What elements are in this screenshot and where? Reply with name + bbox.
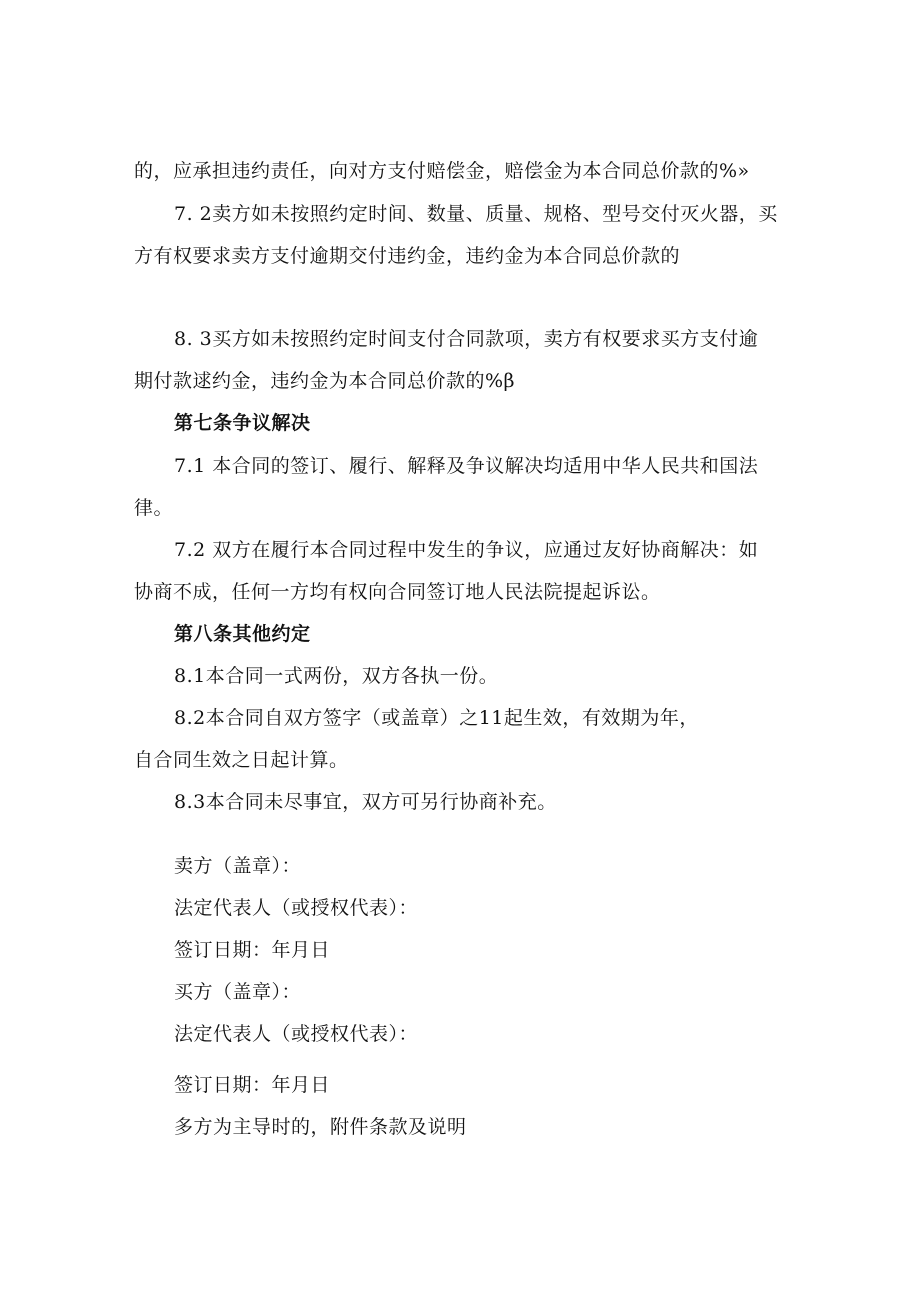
clause-8-2-line-1: 8.2本合同自双方签字（或盖章）之11起生效，有效期为年， <box>174 707 699 729</box>
seller-signing-date-label: 签订日期：年月日 <box>174 939 331 961</box>
clause-7-2-line-1: 7. 2卖方如未按照约定时间、数量、质量、规格、型号交付灭火器，买 <box>174 203 778 225</box>
clause-7-2-line-2: 方有权要求卖方支付逾期交付违约金，违约金为本合同总价款的 <box>134 245 681 267</box>
clause-7-2-dispute-line-1: 7.2 双方在履行本合同过程中发生的争议，应通过友好协商解决：如 <box>174 539 759 561</box>
appendix-title: 多方为主导时的，附件条款及说明 <box>174 1116 467 1138</box>
clause-8-2-line-2: 自合同生效之日起计算。 <box>134 749 349 771</box>
buyer-representative-label: 法定代表人（或授权代表）： <box>174 1023 419 1045</box>
seller-representative-label: 法定代表人（或授权代表）： <box>174 897 419 919</box>
clause-7-1-line-2: 律。 <box>134 497 174 519</box>
article-8-heading: 第八条其他约定 <box>174 623 311 645</box>
clause-8-3-supplement-line: 8.3本合同未尽事宜，双方可另行协商补充。 <box>174 791 557 813</box>
buyer-seal-label: 买方（盖章）： <box>174 981 302 1003</box>
buyer-signing-date-label: 签订日期：年月日 <box>174 1074 331 1096</box>
seller-seal-label: 卖方（盖章）： <box>174 855 302 877</box>
clause-7-2-dispute-line-2: 协商不成，任何一方均有权向合同签订地人民法院提起诉讼。 <box>134 581 661 603</box>
clause-8-1-line: 8.1本合同一式两份，双方各执一份。 <box>174 665 499 687</box>
article-7-heading: 第七条争议解决 <box>174 412 311 434</box>
clause-7-1-line-1: 7.1 本合同的签订、履行、解释及争议解决均适用中华人民共和国法 <box>174 455 759 477</box>
clause-8-3-line-2: 期付款逑约金，违约金为本合同总价款的%β <box>134 370 516 392</box>
breach-compensation-line: 的，应承担违约责任，向对方支付赔偿金，赔偿金为本合同总价款的%» <box>134 160 750 182</box>
clause-8-3-line-1: 8. 3买方如未按照约定时间支付合同款项，卖方有权要求买方支付逾 <box>174 328 759 350</box>
